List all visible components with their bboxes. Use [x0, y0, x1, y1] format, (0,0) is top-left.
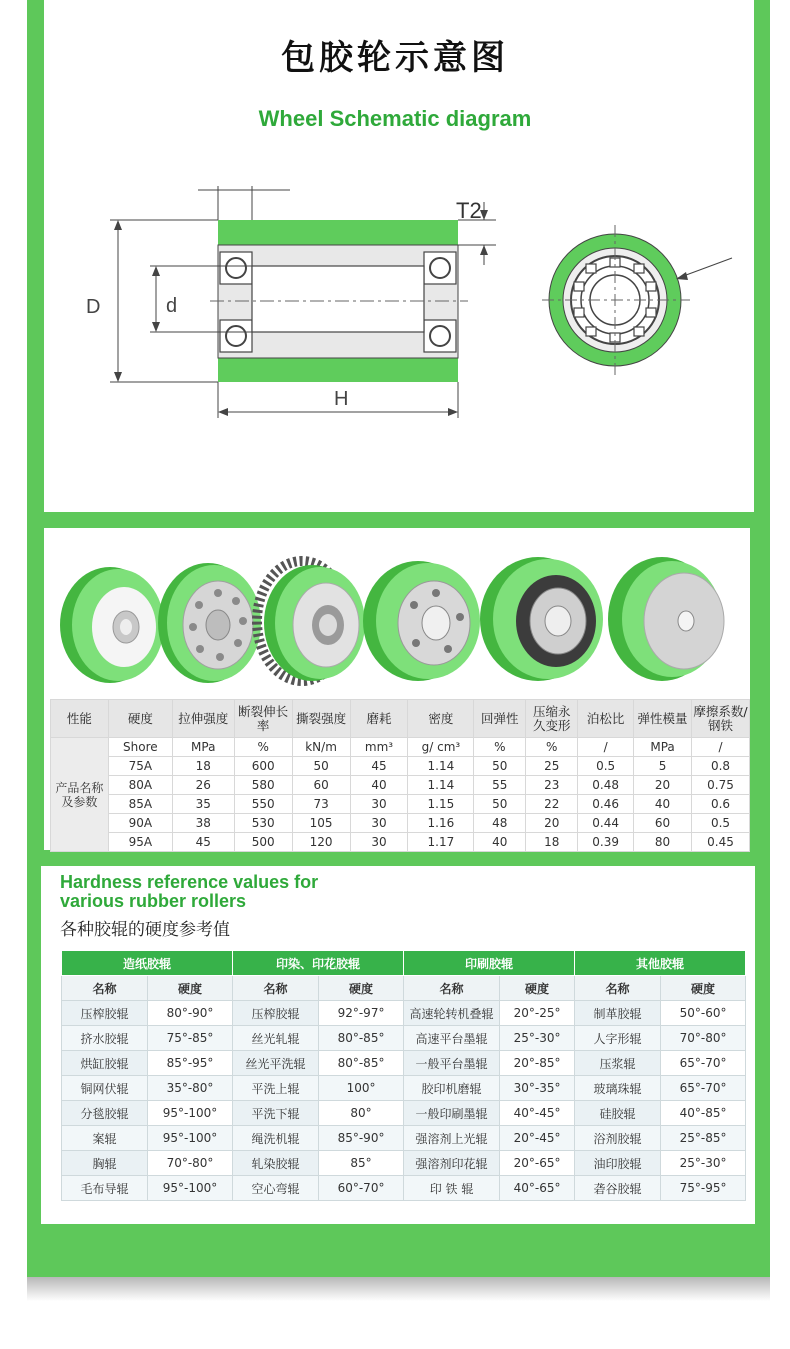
cell: 压榨胶辊	[233, 1001, 319, 1026]
cell: 0.48	[578, 776, 634, 795]
unit-cell: %	[474, 738, 526, 757]
cell: 印 铁 辊	[404, 1176, 500, 1201]
cell: 95°-100°	[148, 1126, 233, 1151]
shaft-bore	[252, 266, 424, 332]
units-row	[51, 738, 750, 757]
cell: 60	[292, 776, 350, 795]
table-row	[62, 1176, 746, 1201]
col-hardness: 硬度	[148, 976, 233, 1001]
cell: 40°-65°	[500, 1176, 575, 1201]
cell: 0.5	[692, 814, 750, 833]
cell: 30	[350, 795, 408, 814]
label-d: d	[166, 295, 178, 317]
table-row	[51, 833, 750, 852]
cell: 55	[474, 776, 526, 795]
cell: 20°-85°	[500, 1051, 575, 1076]
th-modulus: 弹性模量	[634, 700, 692, 738]
cell: 0.5	[578, 757, 634, 776]
wheel-schematic	[80, 180, 740, 440]
frame-shadow	[27, 1277, 770, 1301]
cell: 80°-85°	[319, 1051, 404, 1076]
cell: 80A	[108, 776, 172, 795]
cell: 0.39	[578, 833, 634, 852]
cell: 80°-85°	[319, 1026, 404, 1051]
cell: 铜网伏辊	[62, 1076, 148, 1101]
wheel-plain-hub	[608, 557, 724, 681]
th-elongation: 断裂伸长率	[234, 700, 292, 738]
cell: 一般平台墨辊	[404, 1051, 500, 1076]
cell: 20°-45°	[500, 1126, 575, 1151]
cell: 120	[292, 833, 350, 852]
cell: 强溶剂上光辊	[404, 1126, 500, 1151]
page-subtitle: Wheel Schematic diagram	[258, 106, 532, 131]
cell: 玻璃珠辊	[575, 1076, 661, 1101]
cell: 5	[634, 757, 692, 776]
cell: 35	[172, 795, 234, 814]
cell: 高速平台墨辊	[404, 1026, 500, 1051]
cell: 1.14	[408, 776, 474, 795]
col-hardness: 硬度	[661, 976, 746, 1001]
hardness-title-en-line1: Hardness reference values for	[60, 872, 319, 892]
wheel-gear-hub	[257, 561, 365, 681]
cell: 75A	[108, 757, 172, 776]
col-name: 名称	[62, 976, 148, 1001]
table-row	[62, 1001, 746, 1026]
cell: 60	[634, 814, 692, 833]
th-tensile: 拉伸强度	[172, 700, 234, 738]
cell: 强溶剂印花辊	[404, 1151, 500, 1176]
cell: 22	[526, 795, 578, 814]
th-rebound: 回弹性	[474, 700, 526, 738]
cell: 30°-35°	[500, 1076, 575, 1101]
cell: 40°-45°	[500, 1101, 575, 1126]
cell: 600	[234, 757, 292, 776]
label-D: D	[86, 296, 101, 318]
group-printing: 印刷胶辊	[404, 951, 575, 976]
cell: 0.75	[692, 776, 750, 795]
cell: 0.46	[578, 795, 634, 814]
table-row	[62, 1126, 746, 1151]
label-H: H	[334, 388, 349, 410]
cell: 制革胶辊	[575, 1001, 661, 1026]
cell: 绳洗机辊	[233, 1126, 319, 1151]
th-density: 密度	[408, 700, 474, 738]
cell: 85°	[319, 1151, 404, 1176]
table-row	[51, 776, 750, 795]
cell: 70°-80°	[661, 1026, 746, 1051]
cell: 轧染胶辊	[233, 1151, 319, 1176]
cell: 70°-80°	[148, 1151, 233, 1176]
side-view	[86, 186, 496, 418]
properties-table	[50, 699, 750, 852]
group-other: 其他胶辊	[575, 951, 746, 976]
th-property: 性能	[51, 700, 109, 738]
th-tear: 撕裂强度	[292, 700, 350, 738]
unit-cell: g/ cm³	[408, 738, 474, 757]
cell: 40	[474, 833, 526, 852]
cell: 65°-70°	[661, 1076, 746, 1101]
wheel-white-hub	[60, 567, 164, 683]
unit-cell: kN/m	[292, 738, 350, 757]
cell: 23	[526, 776, 578, 795]
cell: 65°-70°	[661, 1051, 746, 1076]
cell: 38	[172, 814, 234, 833]
cell: 浴剂胶辊	[575, 1126, 661, 1151]
table-row	[51, 814, 750, 833]
cell: 50°-60°	[661, 1001, 746, 1026]
cell: 580	[234, 776, 292, 795]
cell: 75°-95°	[661, 1176, 746, 1201]
cell: 40	[350, 776, 408, 795]
cell: 30	[350, 814, 408, 833]
cell: 案辊	[62, 1126, 148, 1151]
cell: 25°-30°	[661, 1151, 746, 1176]
col-name: 名称	[575, 976, 661, 1001]
cell: 25	[526, 757, 578, 776]
unit-cell: /	[578, 738, 634, 757]
label-T2: T2	[456, 198, 482, 223]
rubber-bottom	[218, 358, 458, 382]
cell: 75°-85°	[148, 1026, 233, 1051]
col-hardness: 硬度	[319, 976, 404, 1001]
cell: 压榨胶辊	[62, 1001, 148, 1026]
cell: 0.6	[692, 795, 750, 814]
cell: 1.16	[408, 814, 474, 833]
cell: 50	[474, 795, 526, 814]
unit-cell: mm³	[350, 738, 408, 757]
cell: 92°-97°	[319, 1001, 404, 1026]
cell: 48	[474, 814, 526, 833]
cell: 73	[292, 795, 350, 814]
cell: 18	[526, 833, 578, 852]
row-label: 产品名称及参数	[51, 738, 109, 852]
cell: 0.45	[692, 833, 750, 852]
table-row	[62, 1101, 746, 1126]
group-paper: 造纸胶辊	[62, 951, 233, 976]
cell: 平洗上辊	[233, 1076, 319, 1101]
cell: 90A	[108, 814, 172, 833]
cell: 105	[292, 814, 350, 833]
hardness-title-en	[60, 873, 318, 911]
cell: 高速轮转机叠辊	[404, 1001, 500, 1026]
cell: 一般印刷墨辊	[404, 1101, 500, 1126]
cell: 40°-85°	[661, 1101, 746, 1126]
col-hardness: 硬度	[500, 976, 575, 1001]
cell: 毛布导辊	[62, 1176, 148, 1201]
cell: 砻谷胶辊	[575, 1176, 661, 1201]
unit-cell: /	[692, 738, 750, 757]
unit-cell: Shore	[108, 738, 172, 757]
cell: 丝光平洗辊	[233, 1051, 319, 1076]
table-row	[51, 757, 750, 776]
product-photos	[50, 545, 750, 695]
end-view	[542, 225, 732, 376]
cell: 95°-100°	[148, 1101, 233, 1126]
cell: 40	[634, 795, 692, 814]
cell: 分毯胶辊	[62, 1101, 148, 1126]
th-hardness: 硬度	[108, 700, 172, 738]
wheel-flange-hub	[363, 561, 480, 681]
table-row	[62, 1151, 746, 1176]
cell: 95°-100°	[148, 1176, 233, 1201]
th-friction: 摩擦系数/钢铁	[692, 700, 750, 738]
cell: 25°-85°	[661, 1126, 746, 1151]
cell: 85°-95°	[148, 1051, 233, 1076]
cell: 油印胶辊	[575, 1151, 661, 1176]
cell: 26	[172, 776, 234, 795]
cell: 80°-90°	[148, 1001, 233, 1026]
wheel-spoked-hub	[158, 563, 261, 683]
cell: 18	[172, 757, 234, 776]
cell: 45	[350, 757, 408, 776]
cell: 胶印机磨辊	[404, 1076, 500, 1101]
table-row	[51, 795, 750, 814]
cell: 1.17	[408, 833, 474, 852]
hardness-title-en-line2: various rubber rollers	[60, 891, 247, 911]
hardness-title-cn: 各种胶辊的硬度参考值	[60, 920, 230, 940]
cell: 挤水胶辊	[62, 1026, 148, 1051]
cell: 胸辊	[62, 1151, 148, 1176]
th-compression: 压缩永久变形	[526, 700, 578, 738]
cell: 1.15	[408, 795, 474, 814]
cell: 20	[526, 814, 578, 833]
cell: 50	[292, 757, 350, 776]
page-title: 包胶轮示意图	[281, 38, 509, 78]
table-row	[62, 1051, 746, 1076]
cell: 人字形辊	[575, 1026, 661, 1051]
cell: 空心弯辊	[233, 1176, 319, 1201]
unit-cell: MPa	[172, 738, 234, 757]
cell: 50	[474, 757, 526, 776]
cell: 20	[634, 776, 692, 795]
unit-cell: %	[526, 738, 578, 757]
cell: 0.8	[692, 757, 750, 776]
cell: 20°-25°	[500, 1001, 575, 1026]
cell: 80	[634, 833, 692, 852]
table-header-row	[51, 700, 750, 738]
th-abrasion: 磨耗	[350, 700, 408, 738]
cell: 85A	[108, 795, 172, 814]
cell: 丝光轧辊	[233, 1026, 319, 1051]
cell: 85°-90°	[319, 1126, 404, 1151]
group-dyeing: 印染、印花胶辊	[233, 951, 404, 976]
sub-header-row	[62, 976, 746, 1001]
cell: 20°-65°	[500, 1151, 575, 1176]
unit-cell: %	[234, 738, 292, 757]
col-name: 名称	[404, 976, 500, 1001]
cell: 550	[234, 795, 292, 814]
cell: 100°	[319, 1076, 404, 1101]
cell: 1.14	[408, 757, 474, 776]
table-row	[62, 1026, 746, 1051]
cell: 530	[234, 814, 292, 833]
cell: 80°	[319, 1101, 404, 1126]
col-name: 名称	[233, 976, 319, 1001]
group-header-row	[62, 951, 746, 976]
cell: 30	[350, 833, 408, 852]
cell: 压浆辊	[575, 1051, 661, 1076]
table-row	[62, 1076, 746, 1101]
cell: 35°-80°	[148, 1076, 233, 1101]
cell: 95A	[108, 833, 172, 852]
cell: 烘缸胶辊	[62, 1051, 148, 1076]
unit-cell: MPa	[634, 738, 692, 757]
wheel-dark-hub	[480, 557, 603, 681]
th-poisson: 泊松比	[578, 700, 634, 738]
cell: 45	[172, 833, 234, 852]
rubber-top	[218, 220, 458, 245]
cell: 60°-70°	[319, 1176, 404, 1201]
cell: 硅胶辊	[575, 1101, 661, 1126]
cell: 0.44	[578, 814, 634, 833]
cell: 500	[234, 833, 292, 852]
cell: 25°-30°	[500, 1026, 575, 1051]
hardness-table	[61, 950, 746, 1201]
cell: 平洗下辊	[233, 1101, 319, 1126]
